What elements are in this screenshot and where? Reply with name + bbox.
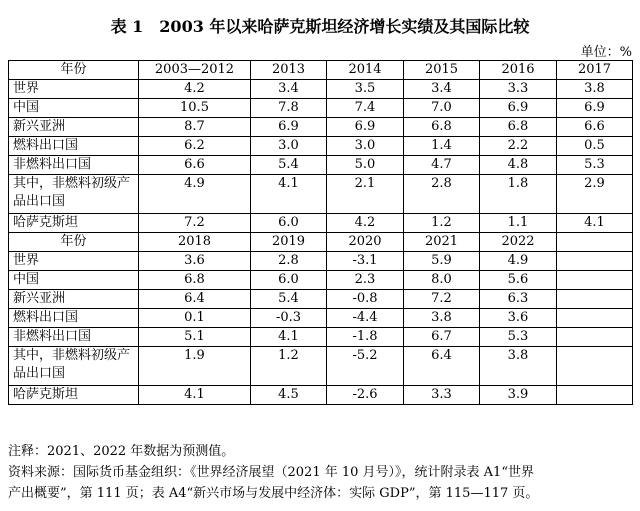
value-cell — [557, 309, 633, 328]
value-cell: 5.3 — [480, 328, 557, 347]
value-cell: -3.1 — [327, 252, 404, 271]
table-row — [9, 328, 633, 347]
value-cell: 7.2 — [404, 290, 480, 309]
value-cell: 6.4 — [139, 290, 251, 309]
value-cell — [557, 290, 633, 309]
unit-label: 单位：% — [580, 45, 632, 60]
year-header-cell: 2013 — [251, 61, 327, 80]
value-cell: -4.4 — [327, 309, 404, 328]
value-cell: 5.0 — [327, 156, 404, 175]
value-cell: 4.9 — [480, 252, 557, 271]
table-row — [9, 80, 633, 99]
table-row — [9, 118, 633, 137]
row-label-cell: 中国 — [9, 99, 139, 118]
value-cell: 1.4 — [404, 137, 480, 156]
value-cell — [557, 252, 633, 271]
value-cell: 7.4 — [327, 99, 404, 118]
row-label-cell: 哈萨克斯坦 — [9, 386, 139, 405]
value-cell: 3.6 — [480, 309, 557, 328]
value-cell: 1.8 — [480, 175, 557, 214]
value-cell: 5.6 — [480, 271, 557, 290]
value-cell: 4.2 — [139, 80, 251, 99]
growth-comparison-table — [8, 60, 633, 405]
value-cell: 4.1 — [251, 328, 327, 347]
table-row — [9, 271, 633, 290]
value-cell: -0.3 — [251, 309, 327, 328]
value-cell: 6.9 — [480, 99, 557, 118]
value-cell: 3.3 — [404, 386, 480, 405]
year-header-cell — [557, 233, 633, 252]
value-cell: 6.3 — [480, 290, 557, 309]
value-cell: 4.5 — [251, 386, 327, 405]
value-cell: 6.9 — [557, 99, 633, 118]
value-cell: 6.8 — [404, 118, 480, 137]
value-cell: 3.9 — [480, 386, 557, 405]
year-header-cell: 2020 — [327, 233, 404, 252]
note-text: 注释：2021、2022 年数据为预测值。 — [8, 444, 235, 459]
table-row — [9, 386, 633, 405]
table-body — [9, 61, 633, 405]
value-cell: 5.9 — [404, 252, 480, 271]
value-cell: 6.6 — [557, 118, 633, 137]
value-cell: 4.2 — [327, 214, 404, 233]
year-label-cell: 年份 — [9, 233, 139, 252]
row-label-cell: 世界 — [9, 80, 139, 99]
year-header-cell: 2003—2012 — [139, 61, 251, 80]
value-cell: 5.4 — [251, 156, 327, 175]
year-header-cell: 2017 — [557, 61, 633, 80]
value-cell: 3.0 — [327, 137, 404, 156]
row-label-cell: 其中，非燃料初级产品出口国 — [9, 175, 139, 214]
value-cell: 1.1 — [480, 214, 557, 233]
year-header-cell: 2015 — [404, 61, 480, 80]
row-label-cell: 中国 — [9, 271, 139, 290]
value-cell: 7.0 — [404, 99, 480, 118]
source-text-line-2: 产出概要”，第 111 页；表 A4“新兴市场与发展中经济体：实际 GDP”，第 115—117 页。 — [8, 486, 539, 501]
value-cell: 10.5 — [139, 99, 251, 118]
value-cell: 5.4 — [251, 290, 327, 309]
value-cell: 3.0 — [251, 137, 327, 156]
row-label-cell: 非燃料出口国 — [9, 156, 139, 175]
value-cell — [557, 386, 633, 405]
value-cell: 3.4 — [251, 80, 327, 99]
value-cell: 3.6 — [139, 252, 251, 271]
table-row — [9, 99, 633, 118]
value-cell: 8.7 — [139, 118, 251, 137]
value-cell: 4.1 — [251, 175, 327, 214]
year-label-cell: 年份 — [9, 61, 139, 80]
row-label-cell: 新兴亚洲 — [9, 118, 139, 137]
value-cell: 6.2 — [139, 137, 251, 156]
row-label-cell: 燃料出口国 — [9, 309, 139, 328]
value-cell: 3.5 — [327, 80, 404, 99]
table2-header-row — [9, 233, 633, 252]
row-label-cell: 燃料出口国 — [9, 137, 139, 156]
row-label-cell: 世界 — [9, 252, 139, 271]
value-cell: 2.1 — [327, 175, 404, 214]
value-cell — [557, 328, 633, 347]
value-cell: 6.4 — [404, 347, 480, 386]
value-cell: 3.8 — [480, 347, 557, 386]
year-header-cell: 2019 — [251, 233, 327, 252]
value-cell: 6.6 — [139, 156, 251, 175]
notes-block — [8, 441, 632, 504]
value-cell: 6.7 — [404, 328, 480, 347]
row-label-cell: 哈萨克斯坦 — [9, 214, 139, 233]
value-cell: 4.7 — [404, 156, 480, 175]
value-cell: 4.9 — [139, 175, 251, 214]
row-label-cell: 新兴亚洲 — [9, 290, 139, 309]
value-cell: 6.8 — [480, 118, 557, 137]
value-cell: -5.2 — [327, 347, 404, 386]
value-cell: 2.8 — [251, 252, 327, 271]
value-cell: 5.1 — [139, 328, 251, 347]
row-label-cell: 其中，非燃料初级产品出口国 — [9, 347, 139, 386]
value-cell: -1.8 — [327, 328, 404, 347]
year-header-cell: 2016 — [480, 61, 557, 80]
table-title: 表 1 2003 年以来哈萨克斯坦经济增长实绩及其国际比较 — [110, 17, 530, 36]
value-cell: 0.5 — [557, 137, 633, 156]
value-cell: 2.3 — [327, 271, 404, 290]
value-cell: 2.8 — [404, 175, 480, 214]
source-text-line-1: 资料来源：国际货币基金组织：《世界经济展望（2021 年 10 月号）》，统计附录表 A1“世界 — [8, 465, 534, 480]
value-cell: 6.0 — [251, 271, 327, 290]
table-row — [9, 214, 633, 233]
value-cell: 3.8 — [557, 80, 633, 99]
value-cell: 4.8 — [480, 156, 557, 175]
value-cell: 2.9 — [557, 175, 633, 214]
value-cell: 6.0 — [251, 214, 327, 233]
value-cell: 8.0 — [404, 271, 480, 290]
value-cell — [557, 271, 633, 290]
value-cell: 2.2 — [480, 137, 557, 156]
value-cell: 7.2 — [139, 214, 251, 233]
value-cell: 1.2 — [251, 347, 327, 386]
table-row — [9, 252, 633, 271]
value-cell: 6.9 — [327, 118, 404, 137]
value-cell: -2.6 — [327, 386, 404, 405]
value-cell: 4.1 — [557, 214, 633, 233]
value-cell: 7.8 — [251, 99, 327, 118]
table-row — [9, 309, 633, 328]
value-cell: 1.2 — [404, 214, 480, 233]
value-cell: 1.9 — [139, 347, 251, 386]
table1-header-row — [9, 61, 633, 80]
value-cell: -0.8 — [327, 290, 404, 309]
table-row — [9, 290, 633, 309]
value-cell: 6.8 — [139, 271, 251, 290]
table-row — [9, 137, 633, 156]
year-header-cell: 2022 — [480, 233, 557, 252]
value-cell: 0.1 — [139, 309, 251, 328]
value-cell: 5.3 — [557, 156, 633, 175]
value-cell: 3.3 — [480, 80, 557, 99]
table-row — [9, 347, 633, 386]
value-cell: 4.1 — [139, 386, 251, 405]
year-header-cell: 2021 — [404, 233, 480, 252]
year-header-cell: 2014 — [327, 61, 404, 80]
row-label-cell: 非燃料出口国 — [9, 328, 139, 347]
value-cell: 3.4 — [404, 80, 480, 99]
year-header-cell: 2018 — [139, 233, 251, 252]
value-cell: 3.8 — [404, 309, 480, 328]
value-cell: 6.9 — [251, 118, 327, 137]
value-cell — [557, 347, 633, 386]
table-row — [9, 175, 633, 214]
table-row — [9, 156, 633, 175]
